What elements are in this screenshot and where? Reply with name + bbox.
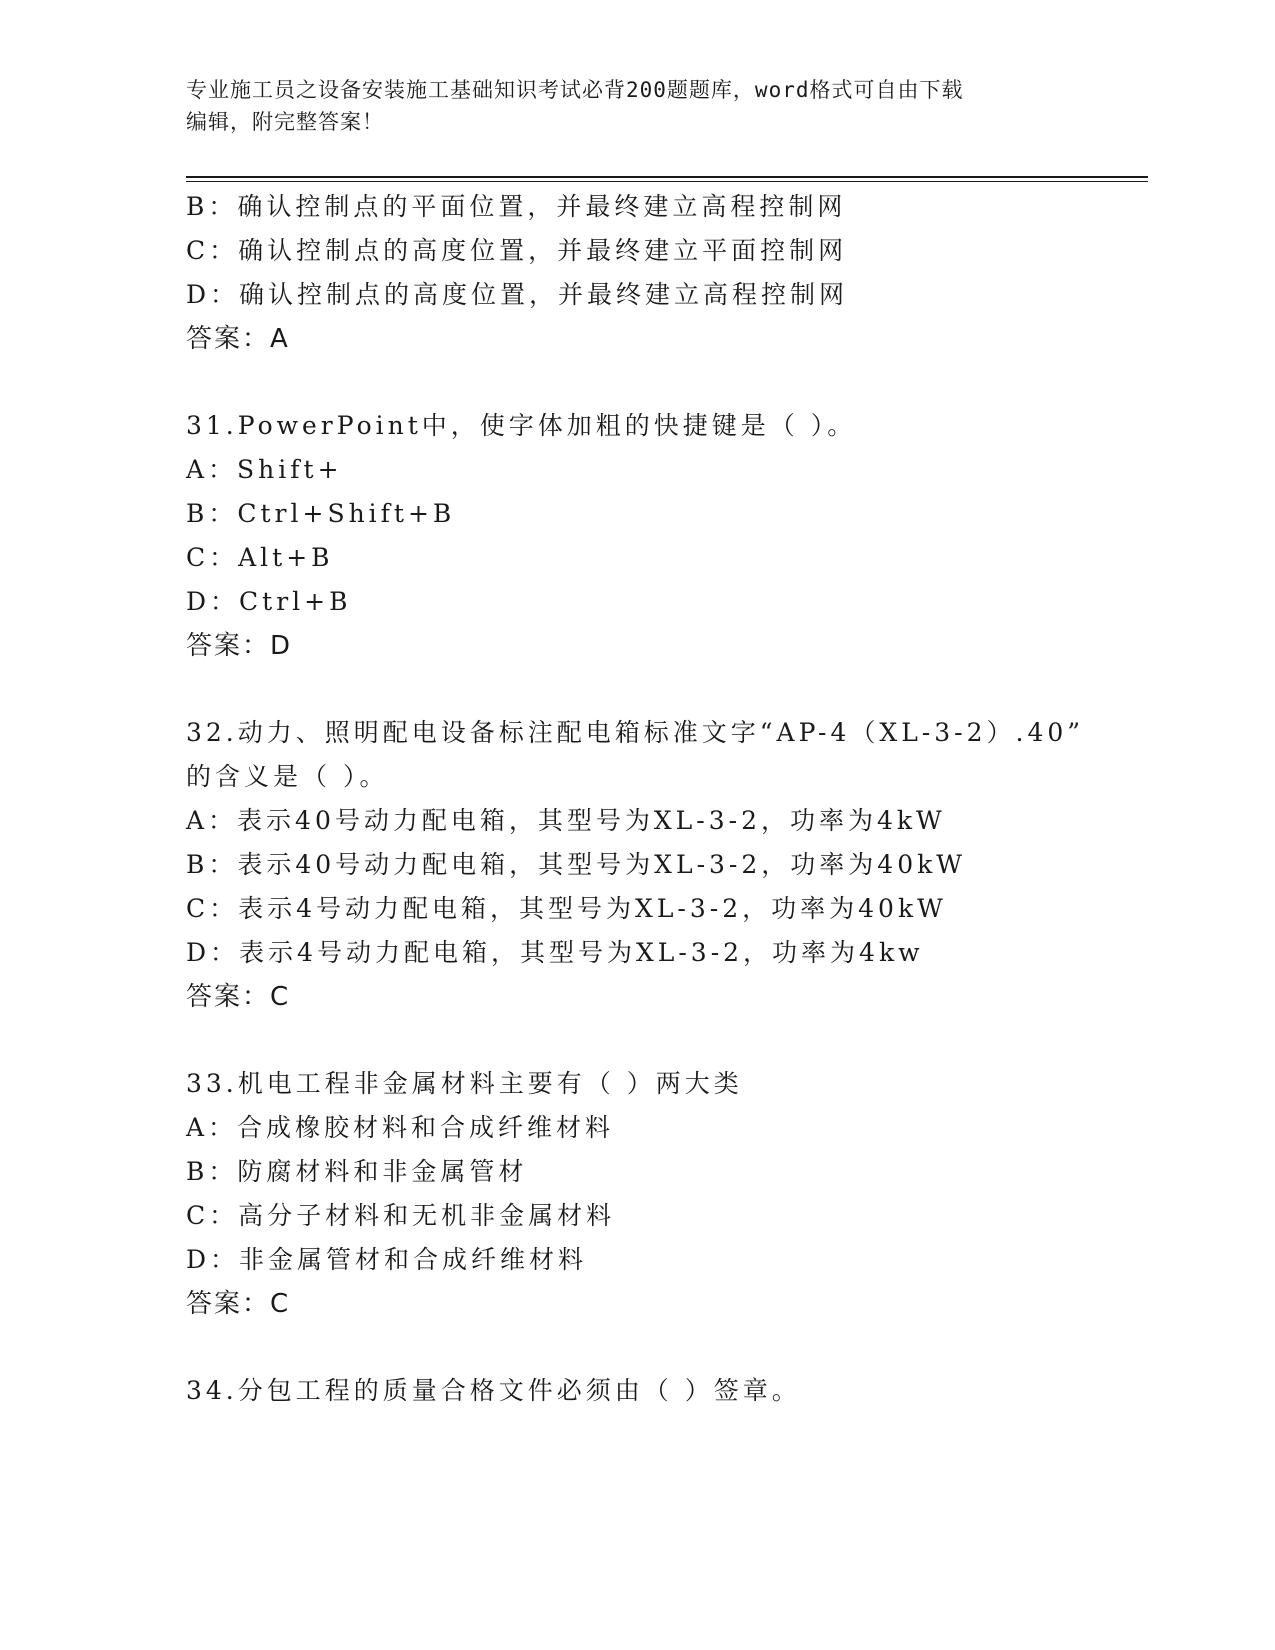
q30-option-b: B：确认控制点的平面位置，并最终建立高程控制网 [186, 192, 847, 221]
q32-option-a: A：表示40号动力配电箱，其型号为XL-3-2，功率为4kW [186, 806, 946, 835]
q32-stem-line1: 32.动力、照明配电设备标注配电箱标准文字“AP-4（XL-3-2）.40” [186, 718, 1085, 747]
header-divider-thick [186, 176, 1148, 178]
q32-stem-line2: 的含义是（ ）。 [186, 762, 389, 791]
q32-option-d: D：表示4号动力配电箱，其型号为XL-3-2，功率为4kw [186, 938, 924, 967]
q30-answer: 答案：A [186, 324, 290, 354]
q32-option-c: C：表示4号动力配电箱，其型号为XL-3-2，功率为40kW [186, 894, 947, 923]
q31-option-c: C：Alt+B [186, 543, 334, 572]
q33-option-b: B：防腐材料和非金属管材 [186, 1157, 528, 1186]
document-header [186, 74, 1066, 138]
q32-answer: 答案：C [186, 982, 291, 1012]
q31-stem: 31.PowerPoint中，使字体加粗的快捷键是（ ）。 [186, 411, 857, 440]
q30-option-d: D：确认控制点的高度位置，并最终建立高程控制网 [186, 280, 849, 309]
q31-option-d: D：Ctrl+B [186, 587, 352, 616]
q31-option-a: A：Shift+ [186, 455, 343, 484]
q33-option-c: C：高分子材料和无机非金属材料 [186, 1201, 616, 1230]
q30-option-c: C：确认控制点的高度位置，并最终建立平面控制网 [186, 236, 848, 265]
q31-option-b: B：Ctrl+Shift+B [186, 499, 456, 528]
q33-option-d: D：非金属管材和合成纤维材料 [186, 1245, 588, 1274]
q33-stem: 33.机电工程非金属材料主要有（ ）两大类 [186, 1069, 743, 1098]
header-title-line2: 编辑，附完整答案！ [186, 110, 384, 134]
q31-answer: 答案：D [186, 631, 293, 661]
q32-option-b: B：表示40号动力配电箱，其型号为XL-3-2，功率为40kW [186, 850, 966, 879]
q33-option-a: A：合成橡胶材料和合成纤维材料 [186, 1113, 615, 1142]
header-title-line1: 专业施工员之设备安装施工基础知识考试必背200题题库，word格式可自由下载 [186, 78, 964, 102]
q33-answer: 答案：C [186, 1289, 291, 1319]
q34-stem: 34.分包工程的质量合格文件必须由（ ）签章。 [186, 1376, 801, 1405]
header-divider-thin [186, 181, 1148, 182]
